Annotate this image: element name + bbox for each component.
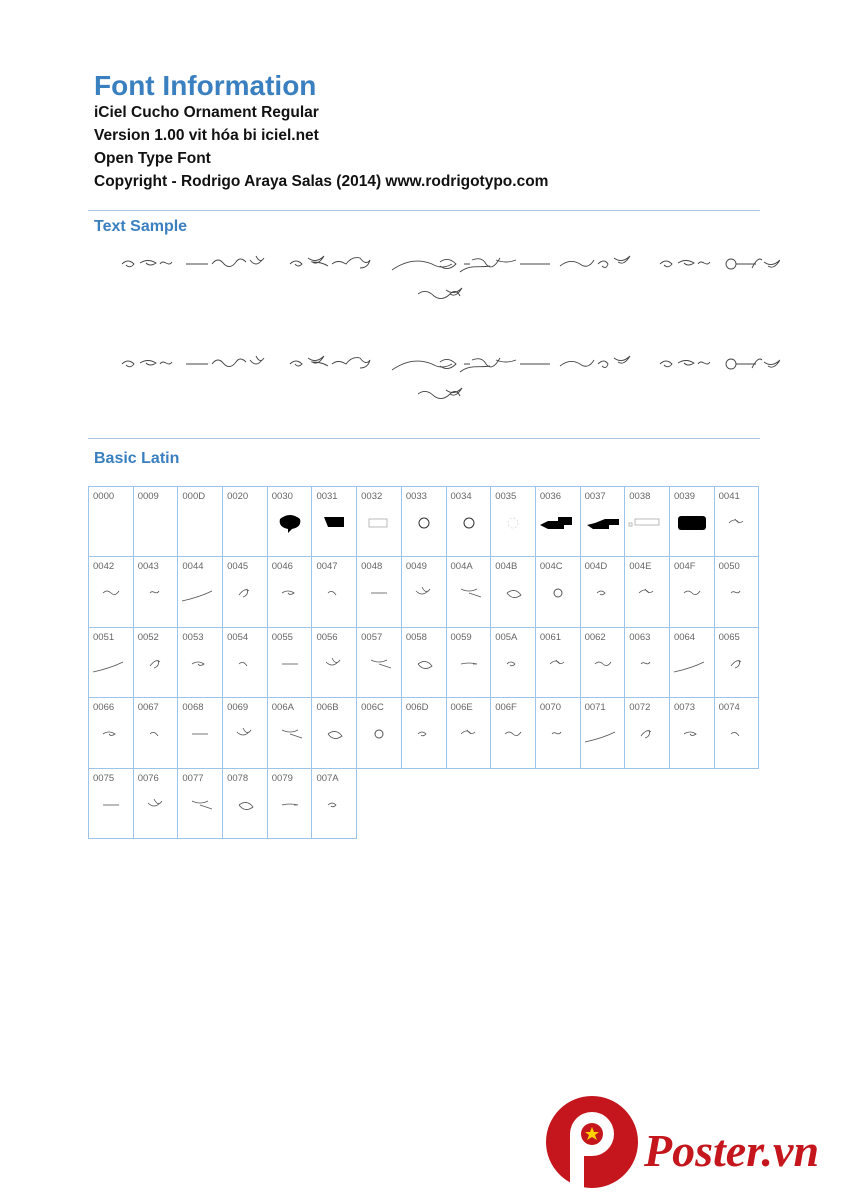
glyph-code: 0065 [718,631,740,643]
glyph-preview [625,577,669,613]
glyph-preview [268,577,312,613]
glyph-cell [357,698,402,768]
glyph-code: 0064 [673,631,696,643]
glyph-code: 004F [673,561,696,573]
glyph-cell [312,769,357,839]
glyph-preview [536,648,580,684]
glyph-preview [89,789,133,825]
glyph-code: 004A [450,561,473,573]
glyph-cell [312,698,357,768]
glyph-code: 0063 [629,631,651,643]
glyph-code: 0037 [584,491,606,502]
glyph-preview [223,648,267,684]
glyph-preview [581,577,625,613]
glyph-code: 0059 [450,631,472,643]
glyph-cell [223,557,268,627]
glyph-cell [536,557,581,627]
glyph-preview [134,648,178,684]
glyph-code: 0075 [93,772,115,784]
glyph-cell [670,557,715,627]
glyph-cell [625,698,670,768]
text-sample-ornaments-1 [100,250,780,310]
glyph-preview [178,789,222,825]
glyph-cell [357,628,402,698]
glyph-cell [357,487,402,557]
glyph-code: 0079 [271,772,293,784]
glyph-code: 0062 [584,631,606,643]
glyph-preview [268,648,312,684]
glyph-preview [447,507,491,543]
glyph-code: 0066 [93,702,115,714]
font-type: Open Type Font [94,150,211,167]
glyph-cell [581,557,626,627]
glyph-cell [670,628,715,698]
glyph-cell [536,698,581,768]
glyph-code: 0070 [539,702,562,714]
glyph-cell [715,698,760,768]
glyph-code: 0058 [405,631,427,643]
glyph-preview [491,507,535,543]
glyph-preview [625,507,669,543]
glyph-preview [357,507,401,543]
glyph-preview [89,577,133,613]
glyph-cell [223,487,268,557]
glyph-cell [447,698,492,768]
glyph-code: 0072 [629,702,651,714]
glyph-code: 0000 [93,491,115,502]
glyph-preview [581,507,625,543]
glyph-preview [357,577,401,613]
glyph-code: 0020 [227,491,249,502]
glyph-cell [89,628,134,698]
divider [88,210,760,211]
glyph-preview [178,648,222,684]
glyph-code: 006A [271,702,294,714]
glyph-code: 0071 [584,702,606,714]
glyph-preview [223,789,267,825]
glyph-preview [402,648,446,684]
glyph-code: 006D [405,702,429,714]
text-sample-heading: Text Sample [94,218,188,235]
glyph-code: 0045 [227,561,249,573]
glyph-cell [312,557,357,627]
glyph-cell [89,698,134,768]
glyph-code: 0034 [450,491,472,502]
glyph-code: 0061 [539,631,562,643]
glyph-cell [178,628,223,698]
glyph-code: 0069 [227,702,249,714]
glyph-code: 006F [495,702,517,714]
glyph-cell [447,557,492,627]
glyph-preview [223,577,267,613]
glyph-cell [447,487,492,557]
glyph-preview [491,718,535,754]
glyph-cell [89,769,134,839]
glyph-cell [268,487,313,557]
page-title: Font Information [94,70,317,101]
glyph-cell [89,487,134,557]
glyph-code: 0055 [271,631,293,643]
glyph-code: 0056 [316,631,338,643]
glyph-code: 006C [361,702,384,714]
glyph-code: 0049 [405,561,427,573]
glyph-preview [134,718,178,754]
glyph-cell [178,557,223,627]
glyph-cell [715,487,760,557]
glyph-cell [402,557,447,627]
glyph-code: 0033 [405,491,427,502]
glyph-preview [670,718,714,754]
glyph-preview [134,789,178,825]
glyph-cell [625,628,670,698]
font-version: Version 1.00 vit hóa bi iciel.net [94,127,319,144]
glyph-preview [178,577,222,613]
glyph-cell [715,557,760,627]
font-name: iCiel Cucho Ornament Regular [94,104,319,121]
glyph-preview [268,718,312,754]
glyph-preview [581,648,625,684]
glyph-code: 0009 [137,491,159,502]
glyph-code: 0046 [271,561,293,573]
text-sample-ornaments-2 [100,350,780,410]
glyph-cell [402,628,447,698]
glyph-preview [491,648,535,684]
glyph-code: 0054 [227,631,249,643]
glyph-cell [402,487,447,557]
glyph-preview [715,507,759,543]
glyph-preview [312,789,356,825]
glyph-preview [312,507,356,543]
glyph-cell [134,769,179,839]
glyph-preview [625,718,669,754]
glyph-cell [491,698,536,768]
glyph-code: 0074 [718,702,740,714]
glyph-code: 0052 [137,631,159,643]
glyph-cell [178,769,223,839]
glyph-preview [312,648,356,684]
glyph-preview [536,507,580,543]
glyph-preview [715,577,759,613]
glyph-code: 004B [495,561,518,573]
glyph-code: 0031 [316,491,338,502]
glyph-code: 0057 [361,631,383,643]
glyph-preview [357,718,401,754]
glyph-cell [268,628,313,698]
glyph-cell [134,557,179,627]
glyph-code: 000D [182,491,206,502]
glyph-cell [134,698,179,768]
glyph-cell [178,698,223,768]
divider [88,438,760,439]
glyph-preview [223,718,267,754]
glyph-cell [581,698,626,768]
glyph-preview [625,648,669,684]
glyph-code: 0051 [93,631,115,643]
glyph-code: 0030 [271,491,293,502]
glyph-cell [670,698,715,768]
poster-vn-logo [540,1094,846,1198]
glyph-code: 005A [495,631,518,643]
glyph-preview [491,577,535,613]
glyph-cell [89,557,134,627]
glyph-cell [625,487,670,557]
glyph-code: 006E [450,702,473,714]
glyph-cell [581,628,626,698]
glyph-code: 0042 [93,561,115,573]
glyph-cell [402,698,447,768]
glyph-cell [223,698,268,768]
glyph-code: 0068 [182,702,204,714]
glyph-grid [88,486,759,839]
glyph-cell [491,557,536,627]
glyph-preview [581,718,625,754]
glyph-cell [223,769,268,839]
basic-latin-heading: Basic Latin [94,450,180,467]
glyph-preview [134,577,178,613]
glyph-cell [223,628,268,698]
glyph-code: 007A [316,772,339,784]
glyph-code: 004C [539,561,563,573]
glyph-cell [178,487,223,557]
font-copyright: Copyright - Rodrigo Araya Salas (2014) www.rodrigotypo.com [94,173,549,190]
glyph-code: 0050 [718,561,740,573]
glyph-cell [491,487,536,557]
glyph-code: 0044 [182,561,204,573]
glyph-preview [447,577,491,613]
glyph-cell [715,628,760,698]
glyph-cell [312,628,357,698]
glyph-code: 0073 [673,702,696,714]
glyph-code: 0076 [137,772,159,784]
glyph-cell [447,628,492,698]
glyph-cell [625,557,670,627]
glyph-code: 004D [584,561,608,573]
glyph-code: 0047 [316,561,338,573]
glyph-cell [536,628,581,698]
glyph-preview [402,507,446,543]
glyph-code: 0077 [182,772,204,784]
glyph-cell [312,487,357,557]
glyph-cell [670,487,715,557]
glyph-cell [581,487,626,557]
glyph-preview [312,718,356,754]
glyph-cell [134,487,179,557]
glyph-cell [357,557,402,627]
glyph-code: 0067 [137,702,159,714]
glyph-preview [670,507,714,543]
svg-text:Poster.vn: Poster.vn [644,1125,820,1176]
glyph-preview [89,718,133,754]
glyph-preview [536,718,580,754]
glyph-code: 0048 [361,561,383,573]
glyph-preview [402,577,446,613]
glyph-code: 0041 [718,491,740,502]
glyph-preview [268,789,312,825]
glyph-code: 0078 [227,772,249,784]
glyph-code: 006B [316,702,339,714]
glyph-code: 0036 [539,491,562,502]
glyph-cell [134,628,179,698]
glyph-preview [670,577,714,613]
glyph-cell [491,628,536,698]
glyph-code: 0053 [182,631,204,643]
glyph-code: 0043 [137,561,159,573]
glyph-preview [536,577,580,613]
glyph-cell [268,698,313,768]
glyph-code: 0039 [673,491,696,502]
glyph-preview [670,648,714,684]
glyph-preview [715,648,759,684]
glyph-code: 0038 [629,491,651,502]
glyph-code: 004E [629,561,652,573]
glyph-preview [268,507,312,543]
glyph-cell [536,487,581,557]
glyph-preview [357,648,401,684]
glyph-preview [402,718,446,754]
glyph-cell [268,557,313,627]
glyph-preview [447,648,491,684]
glyph-preview [89,648,133,684]
glyph-code: 0032 [361,491,383,502]
glyph-preview [715,718,759,754]
glyph-preview [447,718,491,754]
glyph-preview [312,577,356,613]
glyph-code: 0035 [495,491,517,502]
glyph-cell [268,769,313,839]
glyph-preview [178,718,222,754]
